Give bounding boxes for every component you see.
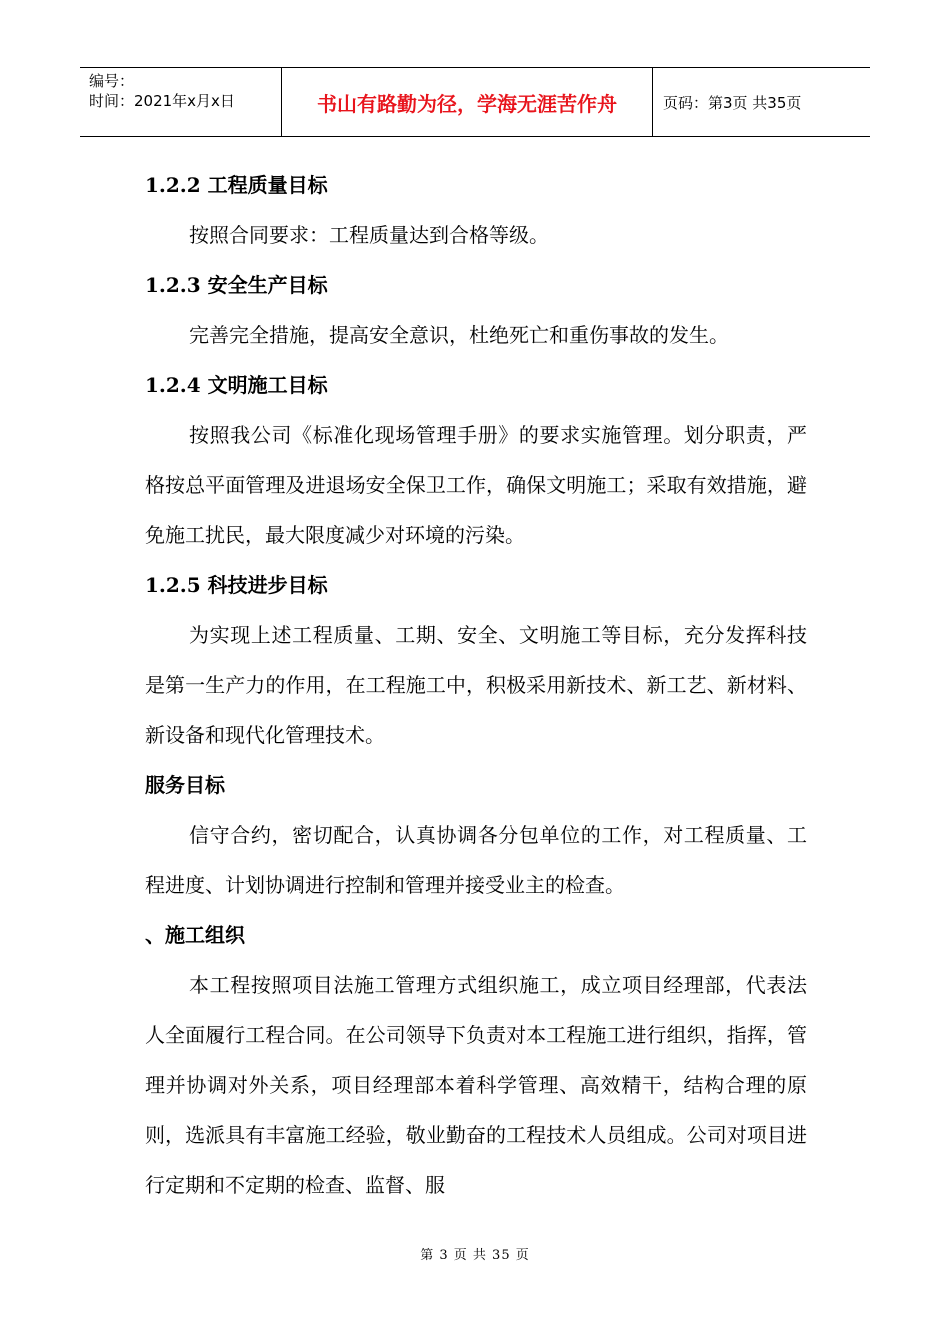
section-heading: 1.2.4 文明施工目标	[145, 373, 328, 397]
section-paragraph: 按照我公司《标准化现场管理手册》的要求实施管理。划分职责，严格按总平面管理及进退场安全保卫工作，确保文明施工；采取有效措施，避免施工扰民，最大限度减少对环境的污染。	[145, 423, 807, 547]
section-paragraph: 信守合约，密切配合，认真协调各分包单位的工作，对工程质量、工程进度、计划协调进行控制和管理并接受业主的检查。	[145, 823, 807, 897]
section-heading: 服务目标	[145, 773, 225, 797]
header-motto: 书山有路勤为径，学海无涯苦作舟	[282, 68, 653, 136]
section	[145, 260, 807, 360]
time-label: 时间：2021年x月x日	[89, 92, 235, 110]
section-heading: 1.2.2 工程质量目标	[145, 173, 328, 197]
section-paragraph: 为实现上述工程质量、工期、安全、文明施工等目标，充分发挥科技是第一生产力的作用，在工程施工中，积极采用新技术、新工艺、新材料、新设备和现代化管理技术。	[145, 623, 807, 747]
section	[145, 910, 807, 1210]
page-footer: 第 3 页 共 35 页	[420, 1248, 530, 1263]
section-paragraph: 按照合同要求：工程质量达到合格等级。	[189, 223, 549, 247]
section-heading: 1.2.3 安全生产目标	[145, 273, 328, 297]
section-heading: 、施工组织	[145, 923, 245, 947]
section-paragraph: 本工程按照项目法施工管理方式组织施工，成立项目经理部，代表法人全面履行工程合同。在公司领导下负责对本工程施工进行组织，指挥，管理并协调对外关系，项目经理部本着科学管理、高效精干，结构合理的原则，选派具有丰富施工经验，敬业勤奋的工程技术人员组成。公司对项目进行定期和不定期的检查、监督、服	[145, 973, 807, 1197]
section-heading: 1.2.5 科技进步目标	[145, 573, 328, 597]
document-body	[145, 160, 807, 1210]
number-label: 编号：	[89, 72, 135, 90]
section	[145, 560, 807, 760]
section	[145, 360, 807, 560]
section	[145, 160, 807, 260]
section	[145, 760, 807, 910]
page-header	[80, 67, 870, 137]
header-meta	[80, 68, 282, 136]
header-page-info: 页码：第3页 共35页	[663, 93, 802, 112]
section-paragraph: 完善完全措施，提高安全意识，杜绝死亡和重伤事故的发生。	[189, 323, 729, 347]
